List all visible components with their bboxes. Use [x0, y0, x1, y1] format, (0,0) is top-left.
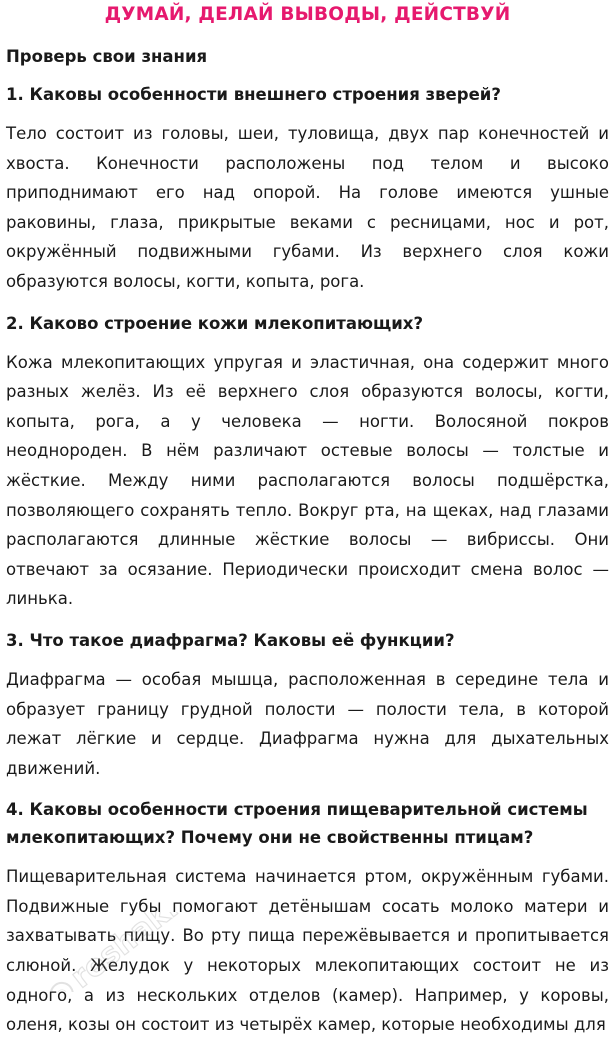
question-block-1 — [6, 81, 609, 297]
watermark-text: reshak.ru — [64, 912, 194, 992]
question-1-answer: Тело состоит из головы, шеи, туловища, двух пар конечностей и хвоста. Конечности расположены под телом и высоко приподнимают его над опорой. На голове имеются ушные раковины, глаза, прикрытые веками с ресницами, нос и рот, окружённый подвижными губами. Из верхнего слоя кожи образуются волосы, когти, копыта, рога. — [6, 124, 609, 291]
question-4-title: 4. Каковы особенности строения пищеварительной системы млекопитающих? Почему они не свойственны птицам? — [6, 800, 588, 848]
question-4-answer: Пищеварительная система начинается ртом, окружённым губами. Подвижные губы помогают детёнышам сосать молоко матери и захватывать пищу. Во рту пища пережёвывается и пропитывается слюной. Желудок у некоторых млекопитающих состоит не из одного, а из нескольких отделов (камер). Например, у коровы, оленя, козы он состоит из четырёх камер, которые необходимы для — [6, 867, 609, 1035]
question-block-2 — [6, 310, 609, 614]
question-block-3 — [6, 627, 609, 783]
question-2-title: 2. Каково строение кожи млекопитающих? — [6, 313, 424, 333]
question-2-answer: Кожа млекопитающих упругая и эластичная, она содержит много разных желёз. Из её верхнего слоя образуются волосы, когти, копыта, рога, а у человека — ногти. Волосяной покров неоднороден. В нём различают остевые волосы — толстые и жёсткие. Между ними располагаются волосы подшёрстка, позволяющего сохранять тепло. Вокруг рта, на щеках, над глазами располагаются длинные жёсткие волосы — вибриссы. Они отвечают за осязание. Периодически происходит смена волос — линька. — [6, 352, 609, 609]
section-title: Проверь свои знания — [6, 47, 208, 66]
question-block-4 — [6, 796, 609, 1040]
question-1-title: 1. Каковы особенности внешнего строения зверей? — [6, 85, 501, 104]
question-3-title: 3. Что такое диафрагма? Каковы её функции? — [6, 630, 455, 650]
page-title: ДУМАЙ, ДЕЛАЙ ВЫВОДЫ, ДЕЙСТВУЙ — [104, 4, 511, 25]
question-3-answer: Диафрагма — особая мышца, расположенная в середине тела и образует границу грудной полости — полости тела, в которой лежат лёгкие и сердце. Диафрагма нужна для дыхательных движений. — [6, 669, 609, 778]
